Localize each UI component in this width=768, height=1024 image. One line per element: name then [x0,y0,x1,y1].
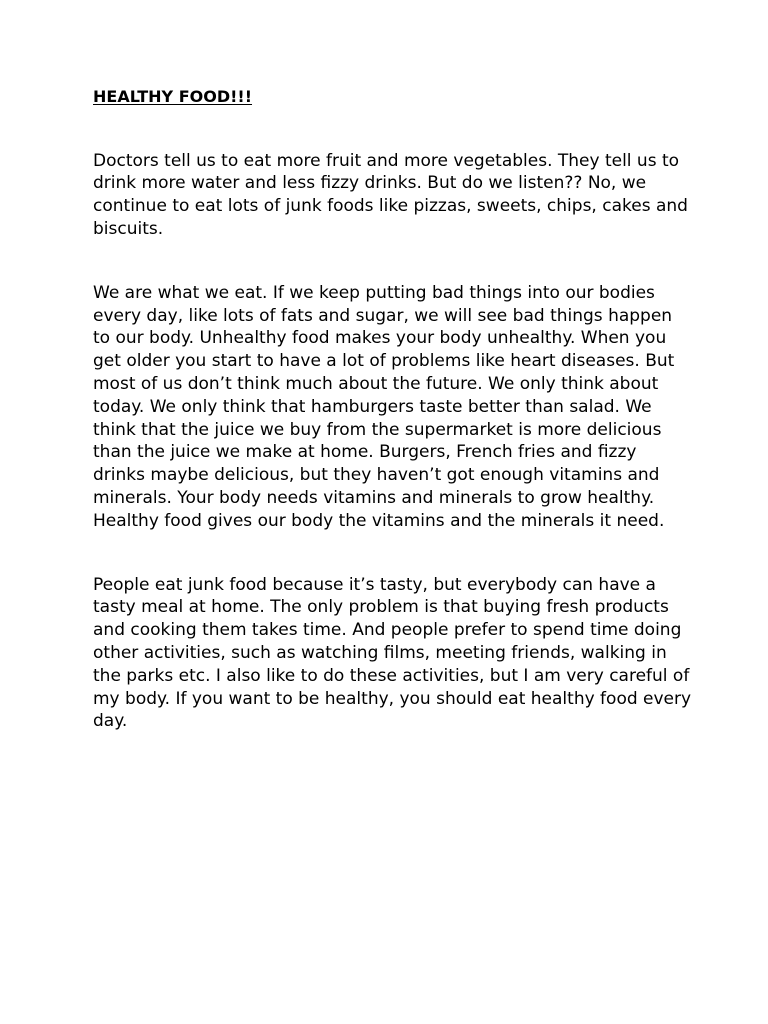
paragraph-1: Doctors tell us to eat more fruit and more vegetables. They tell us to drink more water and less fizzy drinks. But do we listen?? No, we continue to eat lots of junk foods like pizzas, sweets, chips, cakes and biscuits. [93,150,688,239]
document-title: HEALTHY FOOD!!! [93,87,253,106]
document-body [93,86,693,733]
paragraph-3: People eat junk food because it’s tasty, but everybody can have a tasty meal at home. The only problem is that buying fresh products and cooking them takes time. And people prefer to spend time doing other activities, such as watching films, meeting friends, walking in the parks etc. I also like to do these activities, but I am very careful of my body. If you want to be healthy, you should eat healthy food every day. [93,574,692,732]
paragraph-2: We are what we eat. If we keep putting bad things into our bodies every day, like lots of fats and sugar, we will see bad things happen to our body. Unhealthy food makes your body unhealthy. When you get older you start to have a lot of problems like heart diseases. But most of us don’t think much about the future. We only think about today. We only think that hamburgers taste better than salad. We think that the juice we buy from the supermarket is more delicious than the juice we make at home. Burgers, French fries and fizzy drinks maybe delicious, but they haven’t got enough vitamins and minerals. Your body needs vitamins and minerals to grow healthy. Healthy food gives our body the vitamins and the minerals it need. [93,282,675,531]
